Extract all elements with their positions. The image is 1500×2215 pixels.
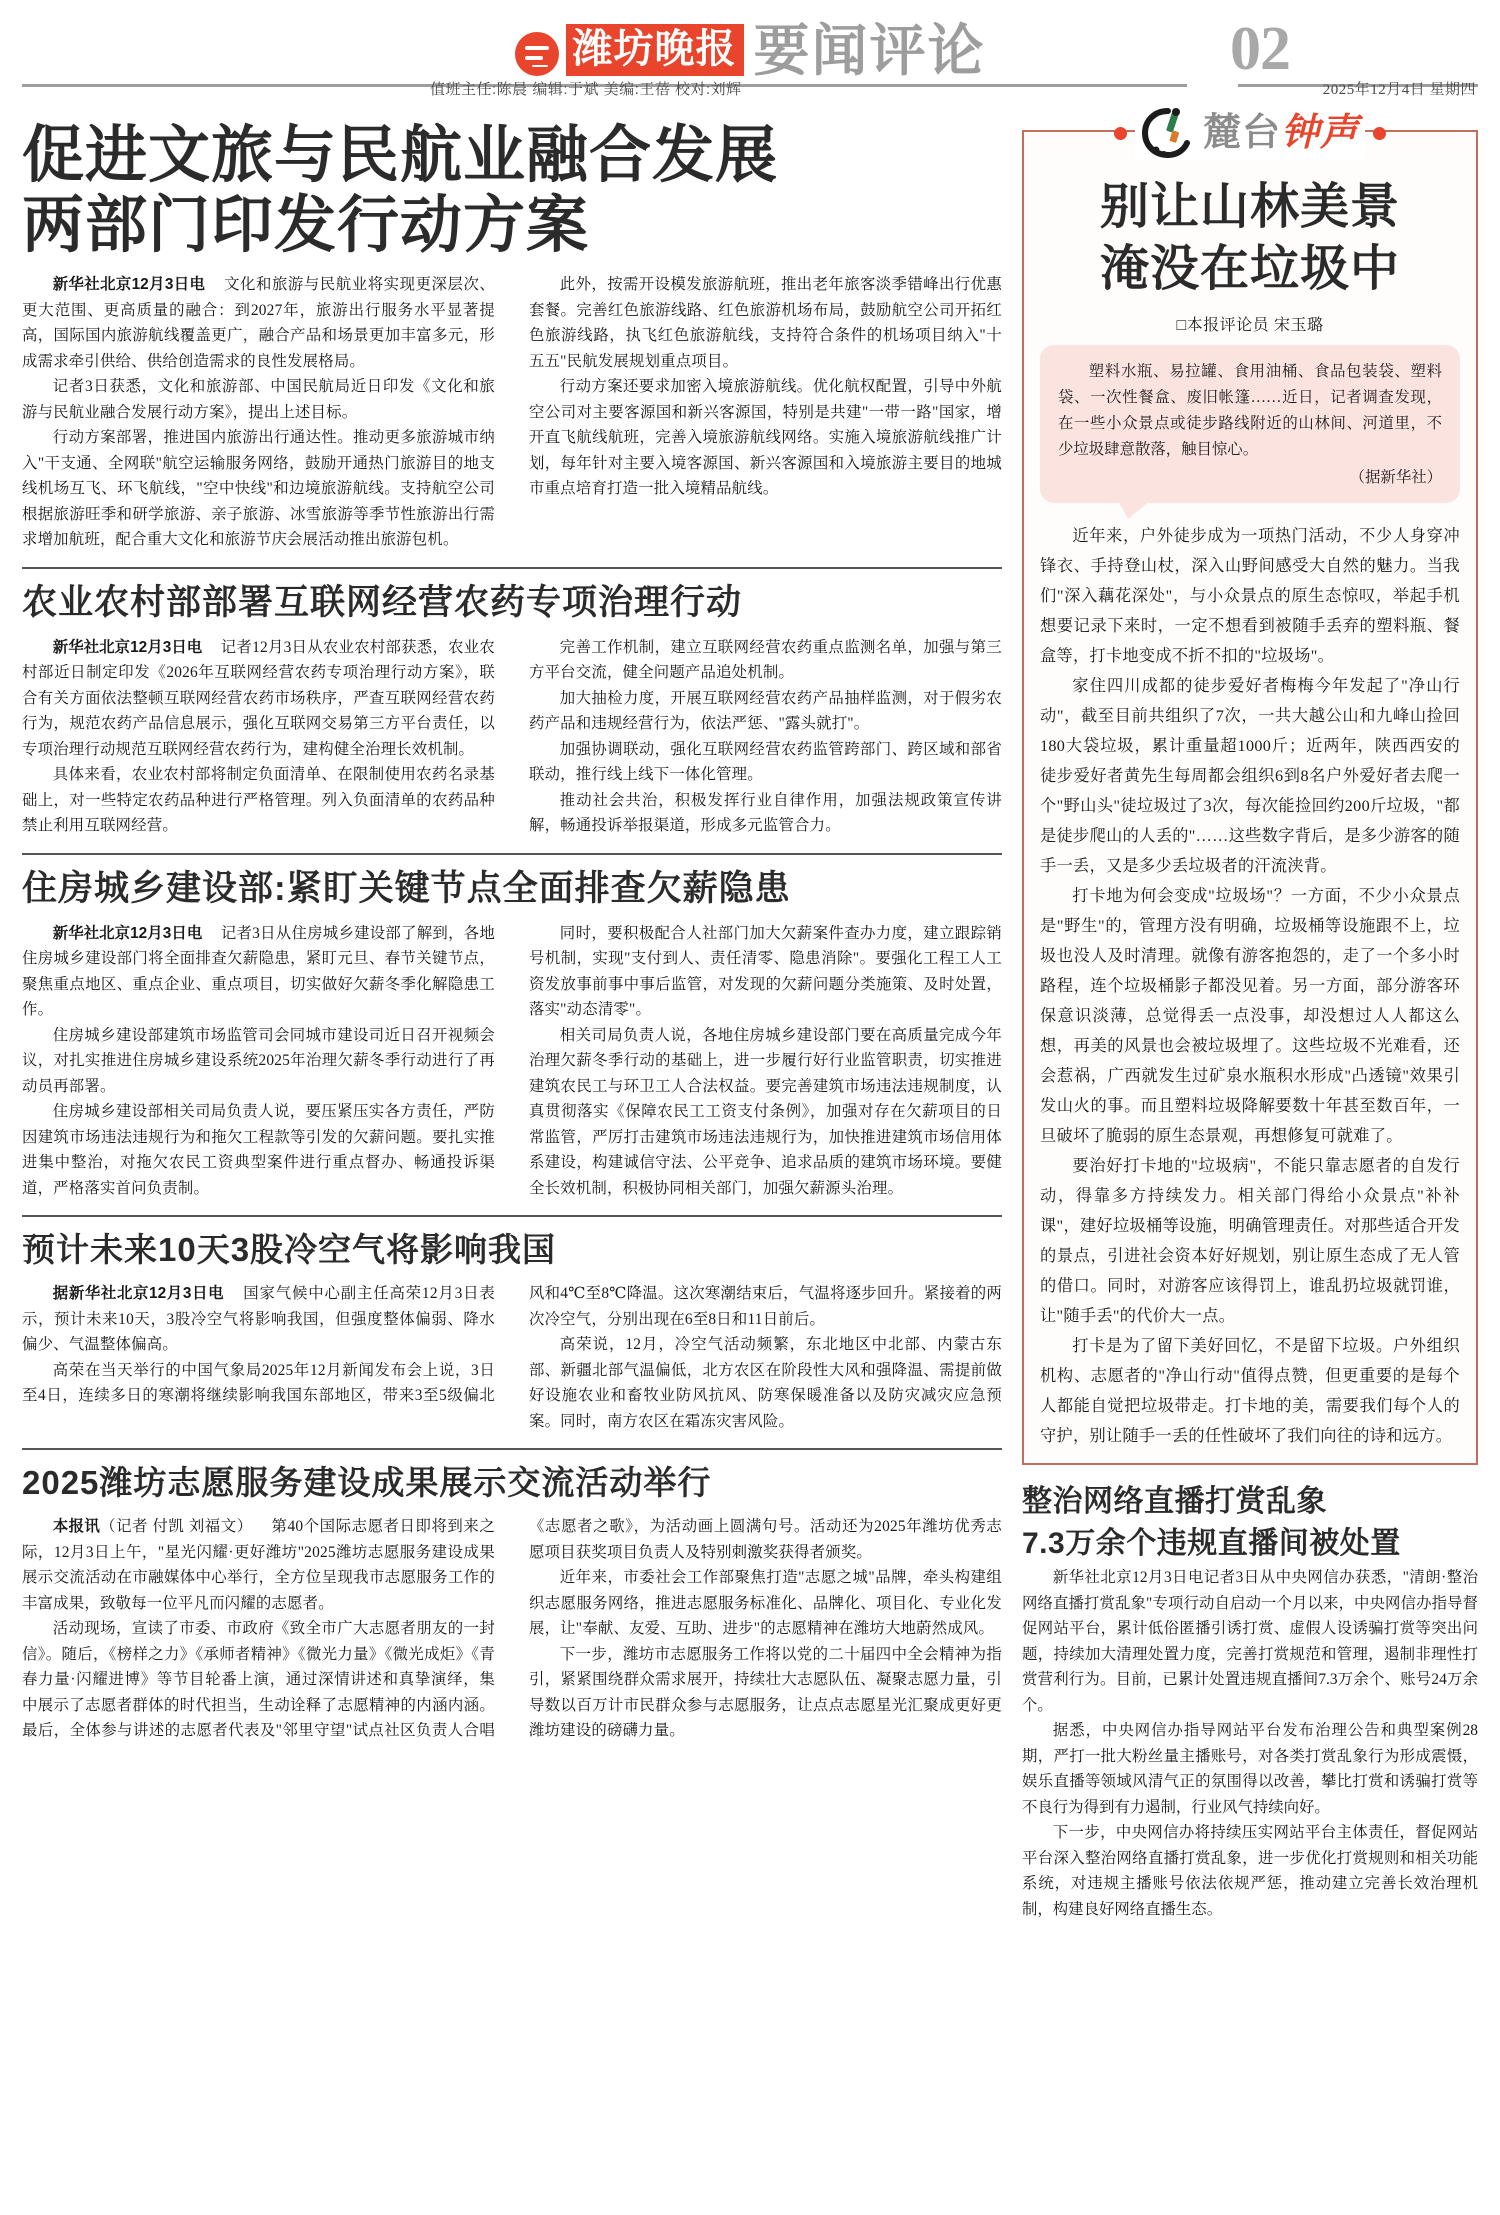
commentary-title-line1: 别让山林美景	[1099, 180, 1400, 234]
article-paragraph: 相关司局负责人说，各地住房城乡建设部门要在高质量完成今年治理欠薪冬季行动的基础上，进一步履行好行业监管职责，切实推进建筑农民工与环卫工人合法权益。要完善建筑市场违法违规制度，认真贯彻落实《保障农民工工资支付条例》，加强对存在欠薪项目的日常监管，严厉打击建筑市场违法违规行为，加快推进建筑市场信用体系建设，构建诚信守法、公平竞争、追求品质的建筑市场环境。要健全长效机制，积极协同相关部门，加强欠薪源头治理。	[529, 1026, 1002, 1197]
article-headline-line1: 整治网络直播打赏乱象	[1022, 1485, 1327, 1518]
article-volunteer-service	[22, 1448, 1002, 1744]
masthead-rule	[22, 84, 1478, 87]
masthead	[0, 0, 1500, 108]
article-body	[22, 635, 1002, 839]
commentary-title-line2: 淹没在垃圾中	[1099, 242, 1400, 296]
article-livestream-rewards	[1022, 1481, 1478, 1922]
commentary-byline: □本报评论员 宋玉璐	[1176, 317, 1324, 334]
right-column-zone	[1022, 108, 1478, 1922]
article-headline-line1: 促进文旅与民航业融合发展	[22, 121, 779, 190]
section-divider	[22, 1448, 1002, 1450]
article-paragraph	[1022, 1565, 1478, 1718]
article-headline: 农业农村部部署互联网经营农药专项治理行动	[22, 582, 743, 622]
article-paragraph: 此外，按需开设模发旅游航班，推出老年旅客淡季错峰出行优惠套餐。完善红色旅游线路、红色旅游机场布局，鼓励航空公司开拓红色旅游线路，执飞红色旅游航线，支持符合条件的机场项目纳入"十五五"民航发展规划重点项目。	[529, 276, 1002, 370]
article-paragraph: 同时，要积极配合人社部门加大欠薪案件查办力度，建立跟踪销号机制，实现"支付到人、责任清零、隐患消除"。要强化工程工人工资发放事前事中事后监管，对发现的欠薪问题分类施策、及时处置，落实"动态清零"。	[529, 924, 1002, 1018]
paper-logo-icon	[515, 32, 559, 76]
section-divider	[22, 567, 1002, 569]
commentary-paragraph: 打卡是为了留下美好回忆，不是留下垃圾。户外组织机构、志愿者的"净山行动"值得点赞，但更重要的是每个人都能自觉把垃圾带走。打卡地的美，需要我们每个人的守护，别让随手一丢的任性破坏了我们向往的诗和远方。	[1040, 1337, 1460, 1445]
dateline: 新华社北京12月3日电	[52, 276, 206, 293]
dateline: 据新华社北京12月3日电	[52, 1285, 225, 1302]
article-paragraph: 住房城乡建设部相关司局负责人说，要压紧压实各方责任，严防因建筑市场违法违规行为和拖欠工程款等引发的欠薪问题。要扎实推进集中整治，对拖欠农民工资典型案件进行重点督办、畅通投诉渠道，严格落实首问负责制。	[22, 1103, 495, 1197]
commentary-paragraph: 近年来，户外徒步成为一项热门活动，不少人身穿冲锋衣、手持登山杖，深入山野间感受大自然的魅力。当我们"深入藕花深处"，与小众景点的原生态惊叹，举起手机想要记录下来时，一定不想看到被随手丢弃的塑料瓶、餐盒等，打卡地变成不折不扣的"垃圾场"。	[1040, 527, 1460, 665]
article-tourism-aviation	[22, 120, 1002, 553]
article-body	[1022, 1565, 1478, 1922]
page-number: 02	[1230, 15, 1290, 83]
commentary-summary-text: 塑料水瓶、易拉罐、食用油桶、食品包装袋、塑料袋、一次性餐盒、废旧帐篷……近日，记者调查发现，在一些小众景点或徒步路线附近的山林间、河道里，不少垃圾肆意散落，触目惊心。	[1058, 363, 1442, 458]
paragraph-text: 记者3日从住房城乡建设部了解到，各地住房城乡建设部门将全面排查欠薪隐患，紧盯元旦、春节关键节点，聚焦重点地区、重点企业、重点项目，切实做好欠薪冬季化解隐患工作。	[22, 924, 495, 1018]
commentary-logo-text	[1203, 111, 1359, 155]
paragraph-text: 第40个国际志愿者日即将到来之际，12月3日上午，"星光闪耀·更好潍坊"2025潍坊志愿服务建设成果展示交流活动在市融媒体中心举行，全方位呈现我市志愿服务工作的丰富成果，致敬每一位平凡而闪耀的志愿者。	[22, 1518, 495, 1612]
logo-dot-left-icon	[1114, 127, 1127, 140]
paragraph-text: 国家气候中心副主任高荣12月3日表示，预计未来10天，3股冷空气将影响我国，但强度整体偏弱、降水偏少、气温整体偏高。	[22, 1285, 495, 1353]
commentary-logo	[1024, 106, 1476, 160]
section-divider	[22, 1215, 1002, 1217]
article-paragraph: 推动社会共治，积极发挥行业自律作用，加强法规政策宣传讲解，畅通投诉举报渠道，形成多元监管合力。	[529, 791, 1002, 834]
paper-name: 潍坊晚报	[566, 24, 744, 76]
paragraph-text: 记者12月3日从农业农村部获悉，农业农村部近日制定印发《2026年互联网经营农药专项治理行动方案》，联合有关方面依法整顿互联网经营农药市场秩序，严查互联网经营农药行为，规范农药产品信息展示，强化互联网交易第三方平台责任，以专项治理行动规范互联网经营农药行为，建构健全治理长效机制。	[22, 638, 495, 758]
article-paragraph: 近年来，市委社会工作部聚焦打造"志愿之城"品牌，牵头构建组织志愿服务网络，推进志愿服务标准化、品牌化、项目化、专业化发展，让"奉献、友爱、互助、进步"的志愿精神在潍坊大地蔚然成风。	[529, 1569, 1002, 1637]
commentary-paragraph: 打卡地为何会变成"垃圾场"？一方面，不少小众景点是"野生"的，管理方没有明确，垃圾桶等设施跟不上，垃圾也没人及时清理。就像有游客抱怨的，走了一个多小时路程，连个垃圾桶影子都没见着。另一方面，部分游客环保意识淡薄，总觉得丢一点没事，却没想过人人都这么想，再美的风景也会被垃圾埋了。这些垃圾不光难看，还会惹祸，广西就发生过矿泉水瓶积水形成"凸透镜"效果引发山火的事。而且塑料垃圾降解要数十年甚至数百年，一旦破坏了脆弱的原生态景观，再想修复可就难了。	[1040, 887, 1460, 1145]
article-headline: 住房城乡建设部:紧盯关键节点全面排查欠薪隐患	[22, 868, 791, 908]
article-body	[22, 1514, 1002, 1744]
dateline-extra: （记者 付凯 刘福文）	[100, 1518, 253, 1535]
commentary-box	[1022, 112, 1478, 1465]
commentary-logo-gray: 麓台	[1202, 112, 1281, 154]
article-headline-line2: 两部门印发行动方案	[22, 191, 590, 260]
article-paragraph: 高荣在当天举行的中国气象局2025年12月新闻发布会上说，3日至4日，连续多日的寒潮将继续影响我国东部地区，带来3至5级偏北风和4℃至8℃降温。这次寒潮结束后，气温将逐步回升。紧接着的两次冷空气，分别出现在6至8日和11日前后。	[22, 1285, 1002, 1404]
article-paragraph	[22, 1514, 495, 1616]
article-paragraph: 行动方案还要求加密入境旅游航线。优化航权配置，引导中外航空公司对主要客源国和新兴客源国，特别是共建"一带一路"国家，增开直飞航线航班，完善入境旅游航线网络。实施入境旅游航线推广计划，每年针对主要入境客源国、新兴客源国和入境旅游主要目的地城市重点培育打造一批入境精品航线。	[529, 378, 1002, 497]
article-headline: 2025潍坊志愿服务建设成果展示交流活动举行	[22, 1464, 712, 1501]
article-body	[22, 272, 1002, 553]
article-body	[22, 1281, 1002, 1434]
brush-circle-icon	[1141, 106, 1195, 160]
commentary-paragraph: 要治好打卡地的"垃圾病"，不能只靠志愿者的自发行动，得靠多方持续发力。相关部门得给小众景点"补补课"，建好垃圾桶等设施，明确管理责任。对那些适合开发的景点，引进社会资本好好规划，别让原生态成了无人管的借口。同时，对游客应该得罚上，谁乱扔垃圾就罚谁，让"随手丢"的代价大一点。	[1040, 1157, 1460, 1325]
article-paragraph: 具体来看，农业农村部将制定负面清单、在限制使用农药名录基础上，对一些特定农药品种进行严格管理。列入负面清单的农药品种禁止利用互联网经营。	[22, 766, 495, 834]
section-name: 要闻评论	[753, 19, 986, 82]
dateline: 新华社北京12月3日电	[52, 924, 203, 942]
article-paragraph	[22, 921, 495, 1023]
article-paragraph: 活动现场，宣读了市委、市政府《致全市广大志愿者朋友的一封信》。随后，《榜样之力》《承师者精神》《微光力量》《微光成炬》《青春力量·闪耀进博》等节目轮番上演，通过深情讲述和真挚演绎，集中展示了志愿者群体的时代担当，生动诠释了志愿精神的内涵内涵。最后，全体参与讲述的志愿者代表及"邻里守望"试点社区负责人合唱《志愿者之歌》，为活动画上圆满句号。活动还为2025年潍坊优秀志愿项目获奖项目负责人及特别刺激奖获得者颁奖。	[22, 1518, 1002, 1739]
article-paragraph: 下一步，潍坊市志愿服务工作将以党的二十届四中全会精神为指引，紧紧围绕群众需求展开，持续壮大志愿队伍、凝聚志愿力量，引导数以百万计市民群众参与志愿服务，让点点志愿星光汇聚成更好更潍坊建设的磅礴力量。	[529, 1645, 1002, 1739]
article-cold-air	[22, 1215, 1002, 1434]
article-paragraph: 加大抽检力度，开展互联网经营农药产品抽样监测，对于假劣农药产品和违规经营行为，依法严惩、"露头就打"。	[529, 689, 1002, 732]
paragraph-text: 文化和旅游与民航业将实现更深层次、更大范围、更高质量的融合：到2027年，旅游出行服务水平显著提高，国际国内旅游航线覆盖更广，融合产品和场景更加丰富多元，形成需求牵引供给、供给创造需求的良性发展格局。	[22, 276, 495, 370]
publish-date: 2025年12月4日 星期四	[1322, 82, 1476, 98]
article-pesticide-governance	[22, 567, 1002, 839]
article-paragraph: 据悉，中央网信办指导网站平台发布治理公告和典型案例28期，严打一批大粉丝量主播账号，对各类打赏乱象行为形成震慑，娱乐直播等领域风清气正的氛围得以改善，攀比打赏和诱骗打赏等不良行为得到有力遏制，行业风气持续向好。	[1022, 1722, 1478, 1816]
article-paragraph: 行动方案部署，推进国内旅游出行通达性。推动更多旅游城市纳入"干支通、全网联"航空运输服务网络，鼓励开通热门旅游目的地支线机场互飞、环飞航线，"空中快线"和边境旅游航线。支持航空公司根据旅游旺季和研学旅游、亲子旅游、冰雪旅游等季节性旅游出行需求增加航班，配合重大文化和旅游节庆会展活动推出旅游包机。	[22, 429, 495, 548]
dateline: 新华社北京12月3日电	[1052, 1569, 1204, 1586]
paragraph-text: 记者3日从中央网信办获悉，"清朗·整治网络直播打赏乱象"专项行动自启动一个月以来，中央网信办指导督促网站平台，累计低俗匿播引诱打赏、虚假人设诱骗打赏等突出问题，持续加大清理处置力度，完善打赏规范和管理，遏制非理性打赏营利行为。目前，已累计处置违规直播间7.3万余个、账号24万余个。	[1022, 1569, 1478, 1714]
dateline: 本报讯	[52, 1518, 101, 1535]
article-paragraph	[22, 635, 495, 763]
article-headline: 预计未来10天3股冷空气将影响我国	[22, 1231, 557, 1268]
dateline: 新华社北京12月3日电	[52, 638, 203, 656]
commentary-body	[1040, 521, 1460, 1451]
article-paragraph	[22, 1281, 495, 1358]
article-wage-arrears	[22, 853, 1002, 1202]
logo-dot-right-icon	[1373, 127, 1386, 140]
article-body	[22, 921, 1002, 1202]
article-paragraph	[22, 272, 495, 374]
article-paragraph: 下一步，中央网信办将持续压实网站平台主体责任，督促网站平台深入整治网络直播打赏乱象，进一步优化打赏规则和相关功能系统，对违规主播账号依法依规严惩，推动建立完善长效治理机制，构建良好网络直播生态。	[1022, 1824, 1478, 1918]
article-headline-line2: 7.3万余个违规直播间被处置	[1022, 1527, 1401, 1560]
article-paragraph: 住房城乡建设部建筑市场监管司会同城市建设司近日召开视频会议，对扎实推进住房城乡建设系统2025年治理欠薪冬季行动进行了再动员再部署。	[22, 1026, 495, 1095]
commentary-paragraph: 家住四川成都的徒步爱好者梅梅今年发起了"净山行动"，截至目前共组织了7次，一共大越公山和九峰山捡回180大袋垃圾，累计重量超1000斤；近两年，陕西西安的徒步爱好者黄先生每周都会组织6到8名户外爱好者去爬一个"野山头"徒垃圾过了3次，每次能捡回约200斤垃圾，"都是徒步爬山的人丢的"……这些数字背后，是多少游客的随手一丢，又是多少丢垃圾者的汗流浃背。	[1040, 677, 1460, 875]
article-paragraph: 完善工作机制，建立互联网经营农药重点监测名单，加强与第三方平台交流，健全问题产品追处机制。	[529, 638, 1002, 681]
commentary-summary-callout	[1040, 345, 1460, 503]
section-divider	[22, 853, 1002, 855]
article-paragraph: 加强协调联动，强化互联网经营农药监管跨部门、跨区域和部省联动，推行线上线下一体化管理。	[529, 740, 1002, 783]
commentary-summary-source: （据新华社）	[1349, 469, 1442, 486]
article-paragraph: 记者3日获悉，文化和旅游部、中国民航局近日印发《文化和旅游与民航业融合发展行动方案》，提出上述目标。	[22, 378, 495, 421]
left-column-zone	[22, 108, 1022, 1922]
article-paragraph: 高荣说，12月，冷空气活动频繁，东北地区中北部、内蒙古东部、新疆北部气温偏低，北方农区在阶段性大风和强降温、需提前做好设施农业和畜牧业防风抗风、防寒保暖准备以及防灾减灾应急预案。同时，南方农区在霜冻灾害风险。	[529, 1336, 1002, 1430]
page-body	[0, 108, 1500, 1922]
commentary-logo-red: 钟声	[1281, 112, 1360, 154]
staff-credits: 值班主任:陈晨 编辑:于斌 美编:王蓓 校对:刘辉	[430, 81, 742, 98]
